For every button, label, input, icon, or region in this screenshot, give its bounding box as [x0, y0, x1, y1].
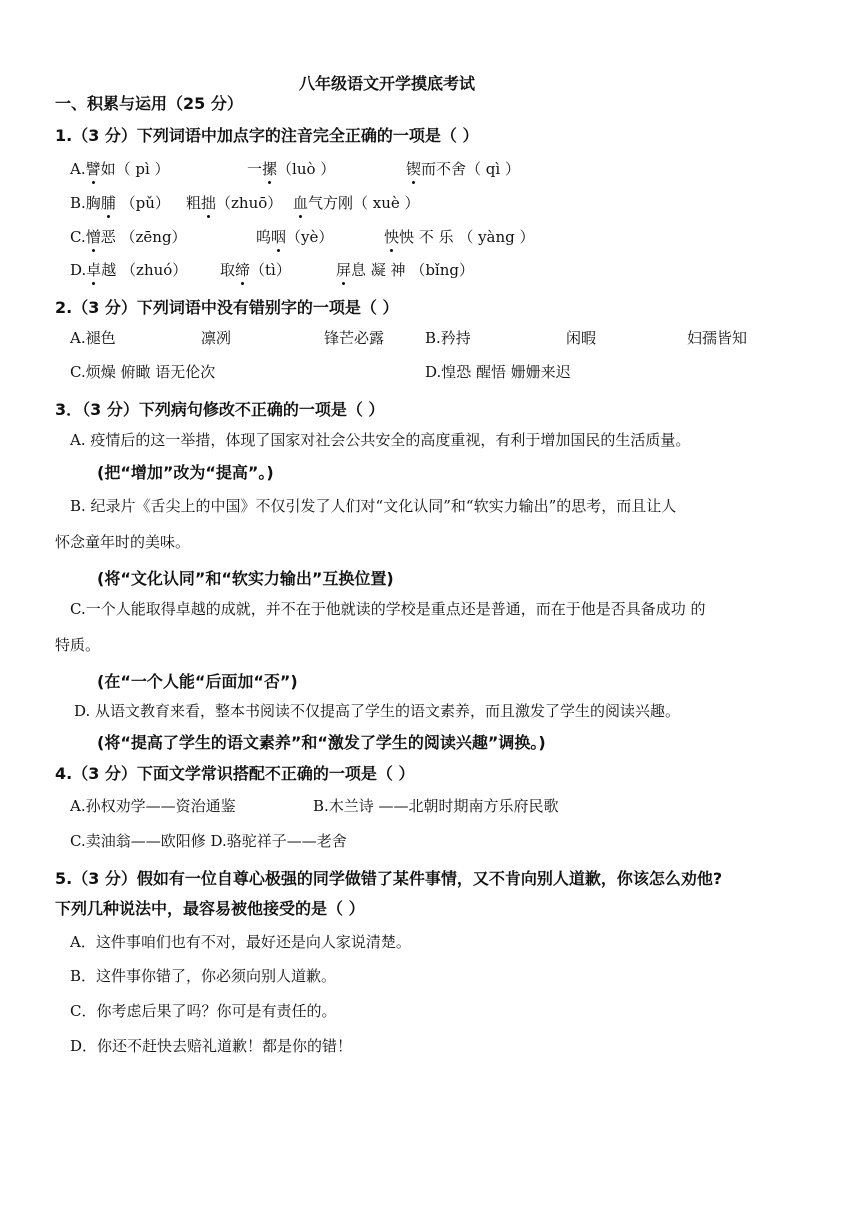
q2-option-b-2: 闲暇 — [566, 329, 597, 347]
q1-option-a-word2 — [247, 162, 335, 177]
dotted-char: 拙 — [201, 194, 217, 212]
q3-option-d-fix: (将“提高了学生的语文素养”和“激发了学生的阅读兴趣”调换。) — [97, 733, 546, 752]
q1-option-c — [70, 230, 187, 245]
q3-option-d: D. 从语文教育来看，整本书阅读不仅提高了学生的语文素养，而且激发了学生的阅读兴趣。 — [74, 702, 681, 720]
q2-option-c: C.烦燥 俯瞰 语无伦次 — [70, 363, 216, 381]
option-label: D. — [70, 261, 87, 279]
q3-option-a: A. 疫情后的这一举措，体现了国家对社会公共安全的高度重视，有利于增加国民的生活质量。 — [70, 431, 691, 449]
option-text: （tì） — [250, 261, 291, 279]
q1-option-d-word3 — [336, 263, 474, 278]
q1-option-b-word3 — [293, 196, 420, 211]
option-text: 一 — [247, 160, 263, 178]
dotted-char: 咽 — [271, 228, 287, 246]
question-3-stem: 3．（3 分）下列病句修改不正确的一项是（ ） — [55, 400, 385, 419]
q1-option-d — [70, 263, 187, 278]
q1-option-c-word3 — [384, 230, 535, 245]
q1-option-a-word3 — [406, 162, 520, 177]
dotted-char: 脯 — [100, 194, 116, 212]
q1-option-c-word2 — [256, 230, 333, 245]
option-text: 恶 （zēng） — [100, 228, 187, 246]
q3-option-c-line1: C.一个人能取得卓越的成就，并不在于他就读的学校是重点还是普通，而在于他是否具备成功 的 — [70, 600, 706, 618]
option-text: （yè） — [286, 228, 334, 246]
q4-option-b: B.木兰诗 ——北朝时期南方乐府民歌 — [313, 797, 559, 815]
option-text: 气方刚（ xuè ） — [308, 194, 420, 212]
dotted-char: 屏 — [336, 261, 352, 279]
q2-option-d: D.惶恐 醒悟 姗姗来迟 — [425, 363, 571, 381]
dotted-char: 憎 — [85, 228, 101, 246]
q3-option-b-line2: 怀念童年时的美味。 — [55, 533, 191, 551]
dotted-char: 摞 — [262, 160, 278, 178]
question-1-stem: 1.（3 分）下列词语中加点字的注音完全正确的一项是（ ） — [55, 126, 479, 145]
q2-option-b-1: B.矜持 — [425, 329, 471, 347]
q2-option-a-3: 锋芒必露 — [324, 329, 385, 347]
question-2-stem: 2.（3 分）下列词语中没有错别字的一项是（ ） — [55, 298, 399, 317]
option-label: A. — [70, 160, 86, 178]
q1-option-a — [70, 162, 170, 177]
dotted-char: 锲 — [406, 160, 422, 178]
q1-option-d-word2 — [220, 263, 291, 278]
page-title: 八年级语文开学摸底考试 — [299, 74, 476, 93]
option-text: （luò ） — [277, 160, 336, 178]
q3-option-c-line2: 特质。 — [55, 636, 101, 654]
q3-option-b-line1: B. 纪录片《舌尖上的中国》不仅引发了人们对“文化认同”和“软实力输出”的思考，而且让人 — [70, 497, 677, 515]
q4-option-cd: C.卖油翁——欧阳修 D.骆驼祥子——老舍 — [70, 832, 347, 850]
q3-option-a-fix: (把“增加”改为“提高”。) — [97, 463, 274, 482]
option-text: （zhuō） — [216, 194, 283, 212]
option-text: 如（ pì ） — [100, 160, 170, 178]
option-text: 而不舍（ qì ） — [421, 160, 520, 178]
q2-option-b-3: 妇孺皆知 — [687, 329, 748, 347]
q2-option-a-1: A.褪色 — [70, 329, 116, 347]
q1-option-b-word2 — [186, 196, 282, 211]
dotted-char: 缔 — [235, 261, 251, 279]
q3-option-c-fix: (在“一个人能“后面加“否”) — [97, 672, 298, 691]
question-5-stem-line1: 5.（3 分）假如有一位自尊心极强的同学做错了某件事情，又不肯向别人道歉，你该怎么劝他? — [55, 869, 723, 888]
question-5-stem-line2: 下列几种说法中，最容易被他接受的是（ ） — [55, 899, 365, 918]
question-4-stem: 4.（3 分）下面文学常识搭配不正确的一项是（ ） — [55, 764, 415, 783]
dotted-char: 怏 — [384, 228, 400, 246]
dotted-char: 血 — [293, 194, 309, 212]
option-text: 怏 不 乐 （ yàng ） — [399, 228, 535, 246]
q5-option-b: B．这件事你错了，你必须向别人道歉。 — [70, 967, 337, 985]
dotted-char: 譬 — [85, 160, 101, 178]
option-text: 胸 — [85, 194, 101, 212]
option-text: 粗 — [186, 194, 202, 212]
q1-option-b — [70, 196, 170, 211]
option-text: （pǔ） — [115, 194, 170, 212]
q5-option-d: D．你还不赶快去赔礼道歉！都是你的错！ — [70, 1037, 353, 1055]
section-heading: 一、积累与运用（25 分） — [55, 94, 243, 113]
option-label: C. — [70, 228, 86, 246]
dotted-char: 卓 — [86, 261, 102, 279]
option-text: 取 — [220, 261, 236, 279]
q2-option-a-2: 凛冽 — [201, 329, 232, 347]
option-text: 呜 — [256, 228, 272, 246]
option-text: 越 （zhuó） — [101, 261, 188, 279]
q4-option-a: A.孙权劝学——资治通鉴 — [70, 797, 236, 815]
option-label: B. — [70, 194, 86, 212]
option-text: 息 凝 神 （bǐng） — [351, 261, 474, 279]
q5-option-c: C．你考虑后果了吗？你可是有责任的。 — [70, 1002, 337, 1020]
q5-option-a: A．这件事咱们也有不对，最好还是向人家说清楚。 — [70, 933, 411, 951]
q3-option-b-fix: (将“文化认同”和“软实力输出”互换位置) — [97, 569, 394, 588]
